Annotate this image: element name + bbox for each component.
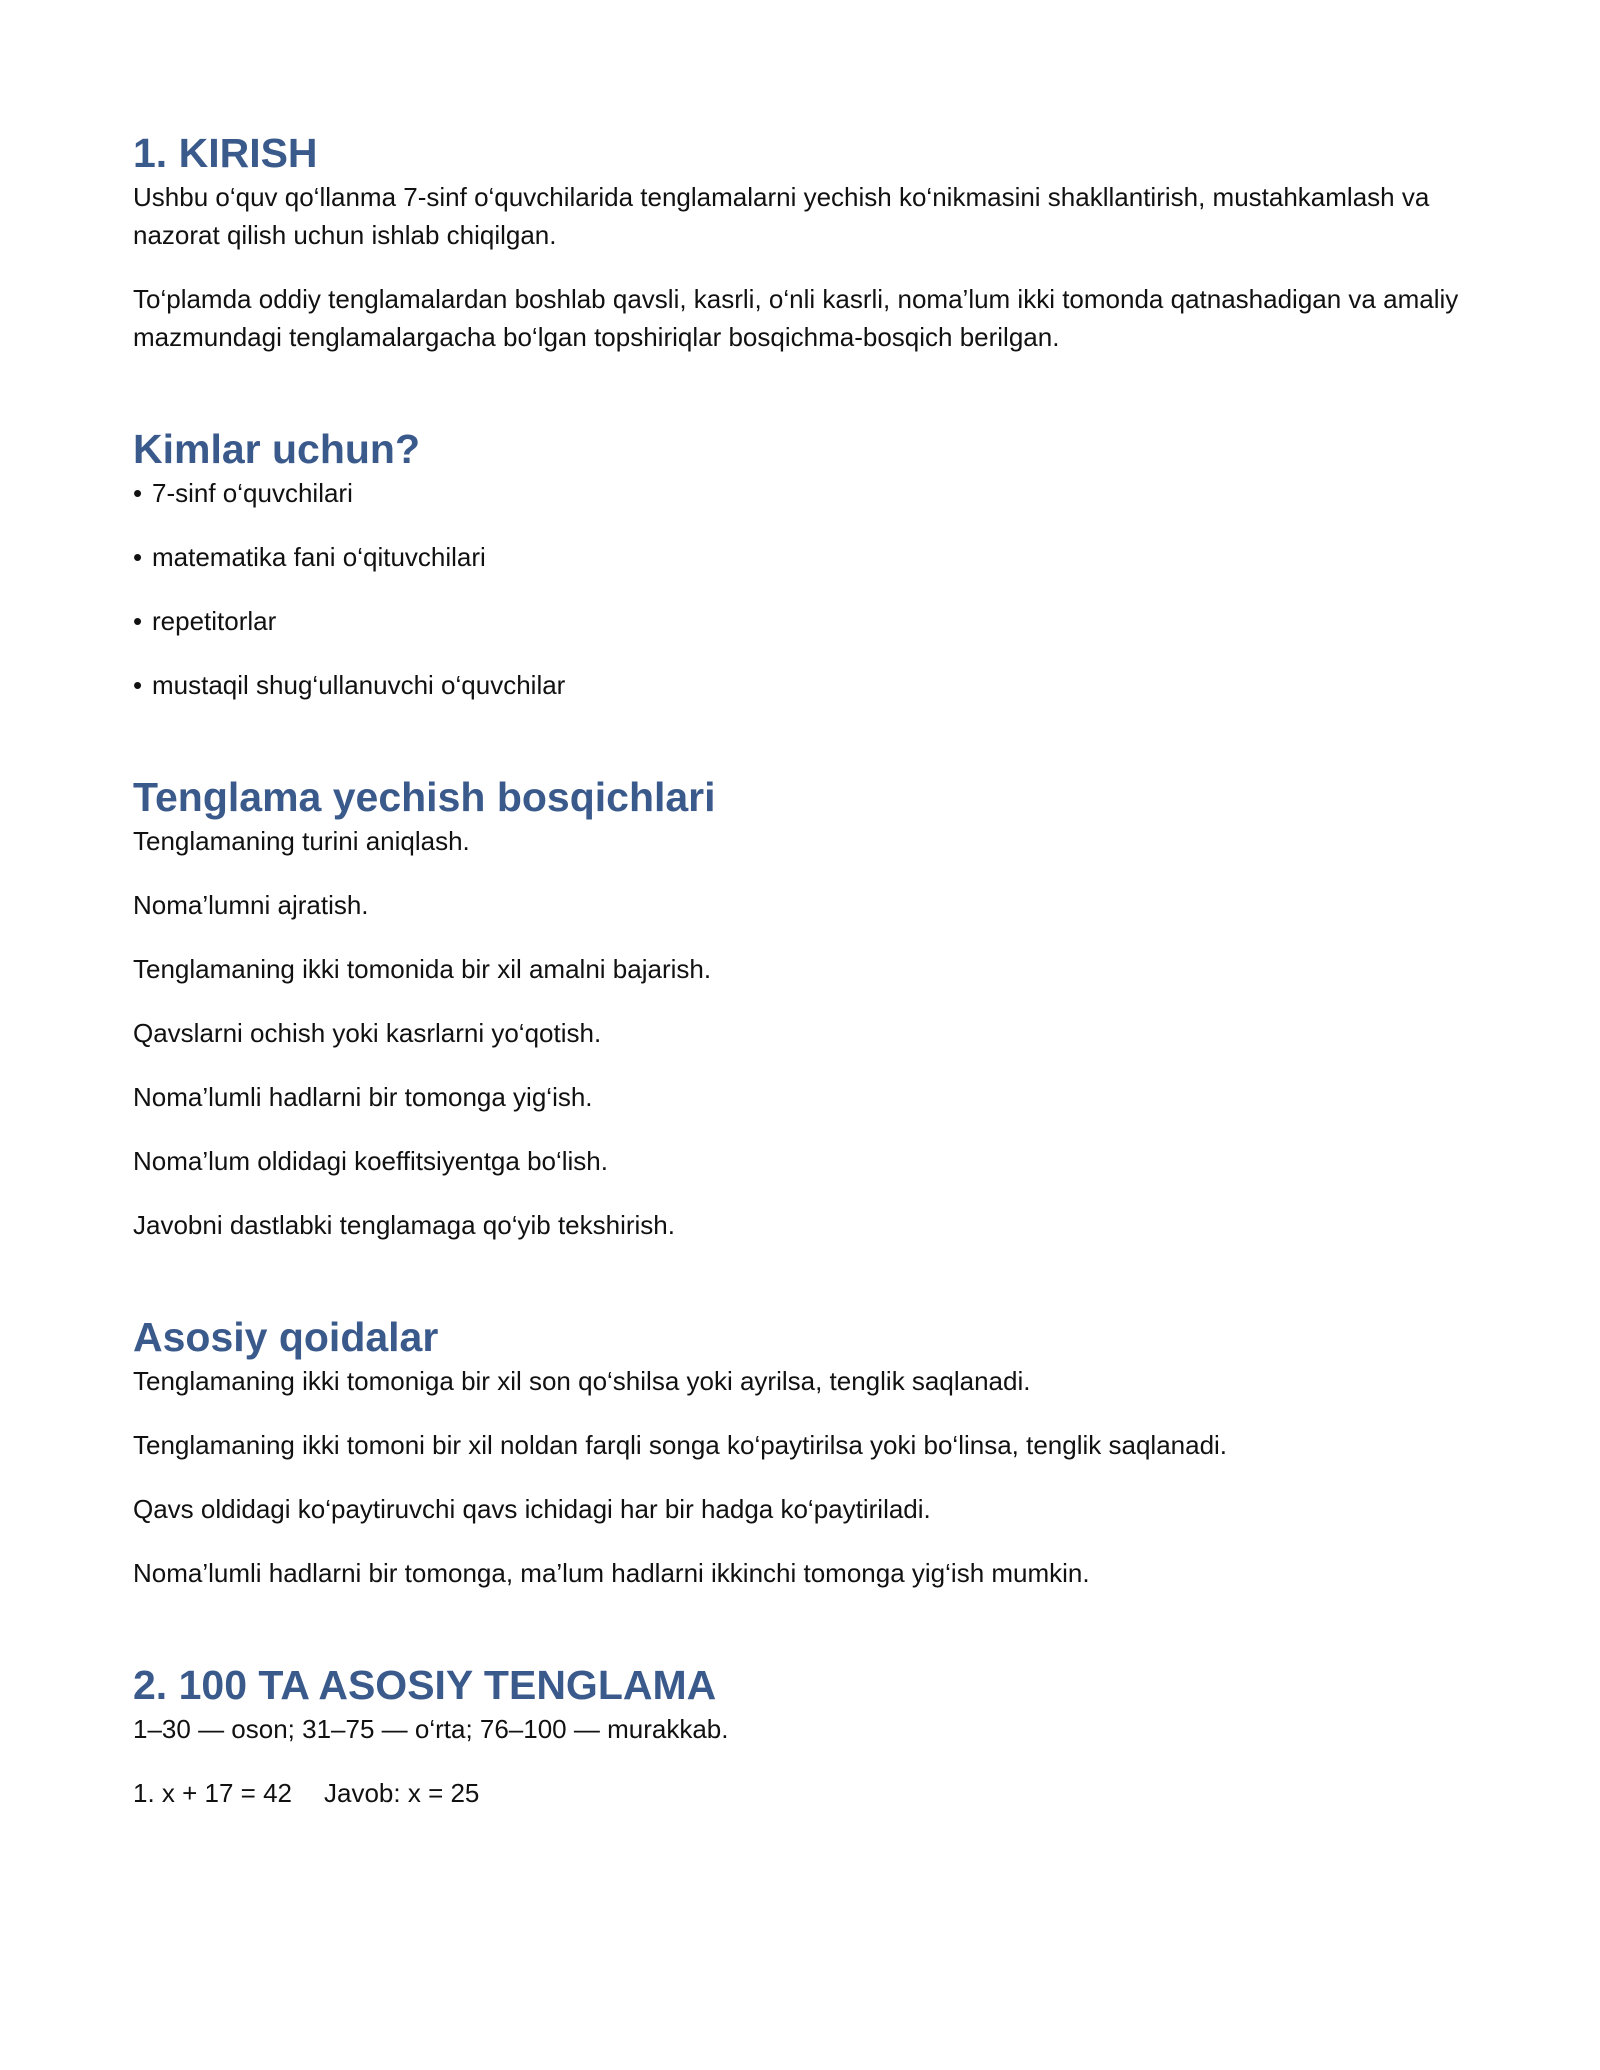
section-qoidalar — [133, 1312, 1473, 1592]
audience-item-label: matematika fani o‘qituvchilari — [152, 542, 486, 572]
heading-kirish: 1. KIRISH — [133, 130, 318, 176]
section-kirish — [133, 128, 1473, 356]
bullet-icon: • — [133, 606, 143, 636]
document-page — [133, 128, 1473, 1812]
difficulty-levels: 1–30 — oson; 31–75 — o‘rta; 76–100 — murakkab. — [133, 1714, 729, 1744]
section-kimlar — [133, 424, 1473, 704]
rule-item: Tenglamaning ikki tomoniga bir xil son qo‘shilsa yoki ayrilsa, tenglik saqlanadi. — [133, 1366, 1031, 1396]
heading-qoidalar: Asosiy qoidalar — [133, 1314, 439, 1360]
step-item: Tenglamaning turini aniqlash. — [133, 826, 470, 856]
bullet-icon: • — [133, 670, 143, 700]
step-item: Noma’lumni ajratish. — [133, 890, 369, 920]
step-item: Noma’lum oldidagi koeffitsiyentga bo‘lish. — [133, 1146, 608, 1176]
step-item: Javobni dastlabki tenglamaga qo‘yib tekshirish. — [133, 1210, 675, 1240]
audience-item-label: mustaqil shug‘ullanuvchi o‘quvchilar — [152, 670, 566, 700]
section-bosqichlar — [133, 772, 1473, 1244]
rule-item: Noma’lumli hadlarni bir tomonga, ma’lum hadlarni ikkinchi tomonga yig‘ish mumkin. — [133, 1558, 1090, 1588]
audience-item-label: repetitorlar — [152, 606, 277, 636]
audience-item-label: 7-sinf o‘quvchilari — [152, 478, 353, 508]
audience-item — [133, 474, 1473, 512]
audience-item — [133, 538, 1473, 576]
rule-item: Qavs oldidagi ko‘paytiruvchi qavs ichidagi har bir hadga ko‘paytiriladi. — [133, 1494, 931, 1524]
step-item: Qavslarni ochish yoki kasrlarni yo‘qotish. — [133, 1018, 602, 1048]
equation-row — [133, 1774, 1473, 1812]
bullet-icon: • — [133, 478, 143, 508]
step-item: Tenglamaning ikki tomonida bir xil amalni bajarish. — [133, 954, 712, 984]
equation-problem: 1. x + 17 = 42 — [133, 1778, 293, 1808]
audience-item — [133, 602, 1473, 640]
step-item: Noma’lumli hadlarni bir tomonga yig‘ish. — [133, 1082, 593, 1112]
section-asosiy-tenglama — [133, 1660, 1473, 1812]
equation-answer: Javob: x = 25 — [324, 1778, 480, 1808]
heading-bosqichlar: Tenglama yechish bosqichlari — [133, 774, 716, 820]
kirish-paragraph-2: To‘plamda oddiy tenglamalardan boshlab qavsli, kasrli, o‘nli kasrli, noma’lum ikki tomonda qatnashadigan va amaliy mazmundagi tenglamalargacha bo‘lgan topshiriqlar bosqichma-bosqich berilgan. — [133, 284, 1459, 352]
heading-kimlar: Kimlar uchun? — [133, 426, 421, 472]
audience-list — [133, 474, 1473, 704]
audience-item — [133, 666, 1473, 704]
bullet-icon: • — [133, 542, 143, 572]
kirish-paragraph-1: Ushbu o‘quv qo‘llanma 7-sinf o‘quvchilarida tenglamalarni yechish ko‘nikmasini shakllantirish, mustahkamlash va nazorat qilish uchun ishlab chiqilgan. — [133, 182, 1430, 250]
heading-asosiy-tenglama: 2. 100 TA ASOSIY TENGLAMA — [133, 1662, 717, 1708]
rule-item: Tenglamaning ikki tomoni bir xil noldan farqli songa ko‘paytirilsa yoki bo‘linsa, tenglik saqlanadi. — [133, 1430, 1228, 1460]
